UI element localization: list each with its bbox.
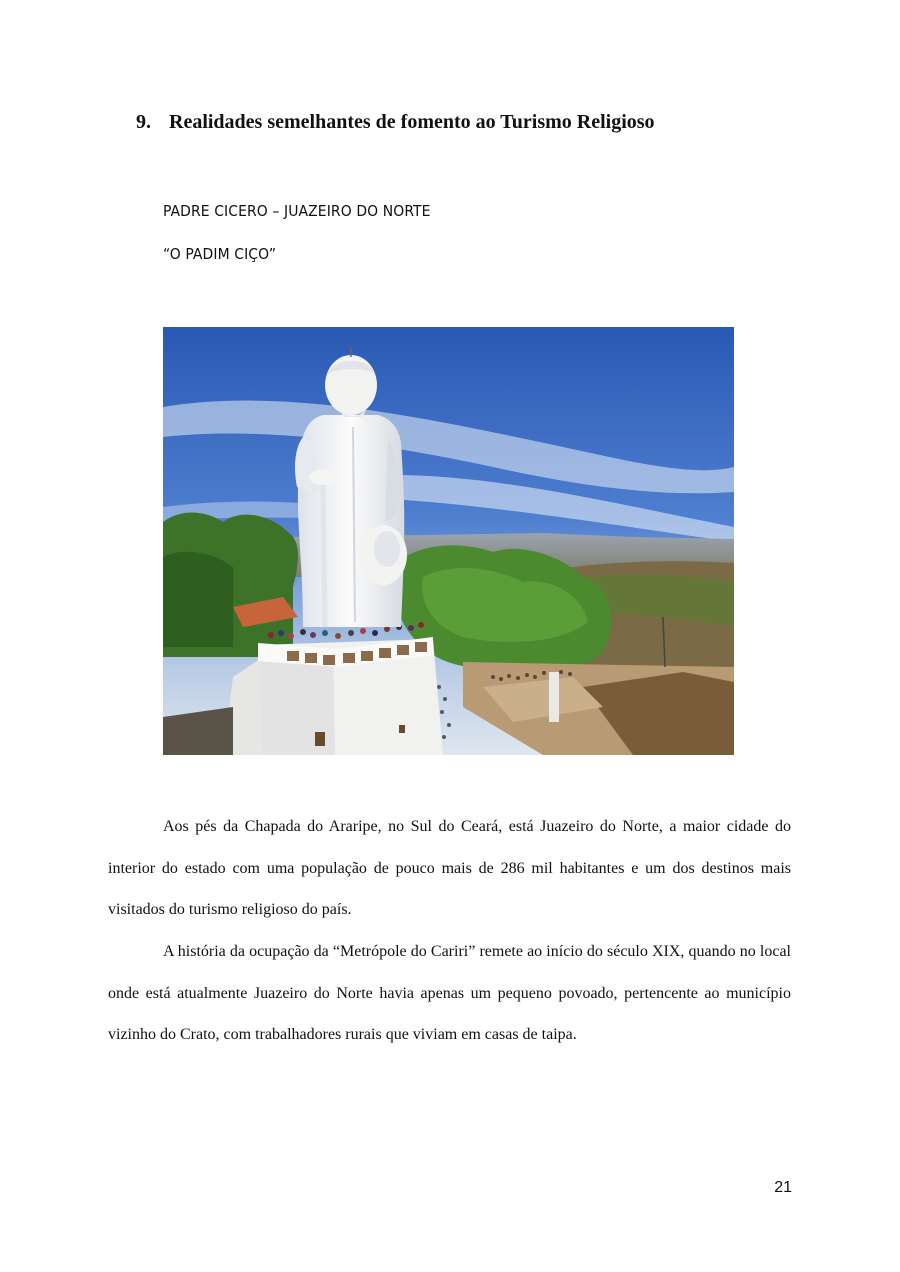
padre-cicero-statue-photo — [163, 327, 734, 755]
subtitle-location: PADRE CICERO – JUAZEIRO DO NORTE — [163, 202, 431, 220]
paragraph-2-text: A história da ocupação da “Metrópole do Cariri” remete ao início do século XIX, quando no local onde está atualmente Juazeiro do Norte havia apenas um pequeno povoado, pertencente ao município vizinho do Crato, com trabalhadores rurais que viviam em casas de taipa. — [108, 943, 791, 1043]
page-number: 21 — [774, 1179, 792, 1196]
paragraph-1 — [108, 806, 791, 931]
section-number: 9. — [136, 111, 151, 133]
paragraph-1-text: Aos pés da Chapada do Araripe, no Sul do Ceará, está Juazeiro do Norte, a maior cidade do interior do estado com uma população de pouco mais de 286 mil habitantes e um dos destinos mais visitados do turismo religioso do país. — [108, 818, 791, 918]
paragraph-2 — [108, 931, 791, 1056]
section-title: Realidades semelhantes de fomento ao Turismo Religioso — [169, 111, 655, 133]
section-heading — [136, 108, 655, 136]
subtitle-nickname: “O PADIM CIÇO” — [163, 245, 277, 263]
